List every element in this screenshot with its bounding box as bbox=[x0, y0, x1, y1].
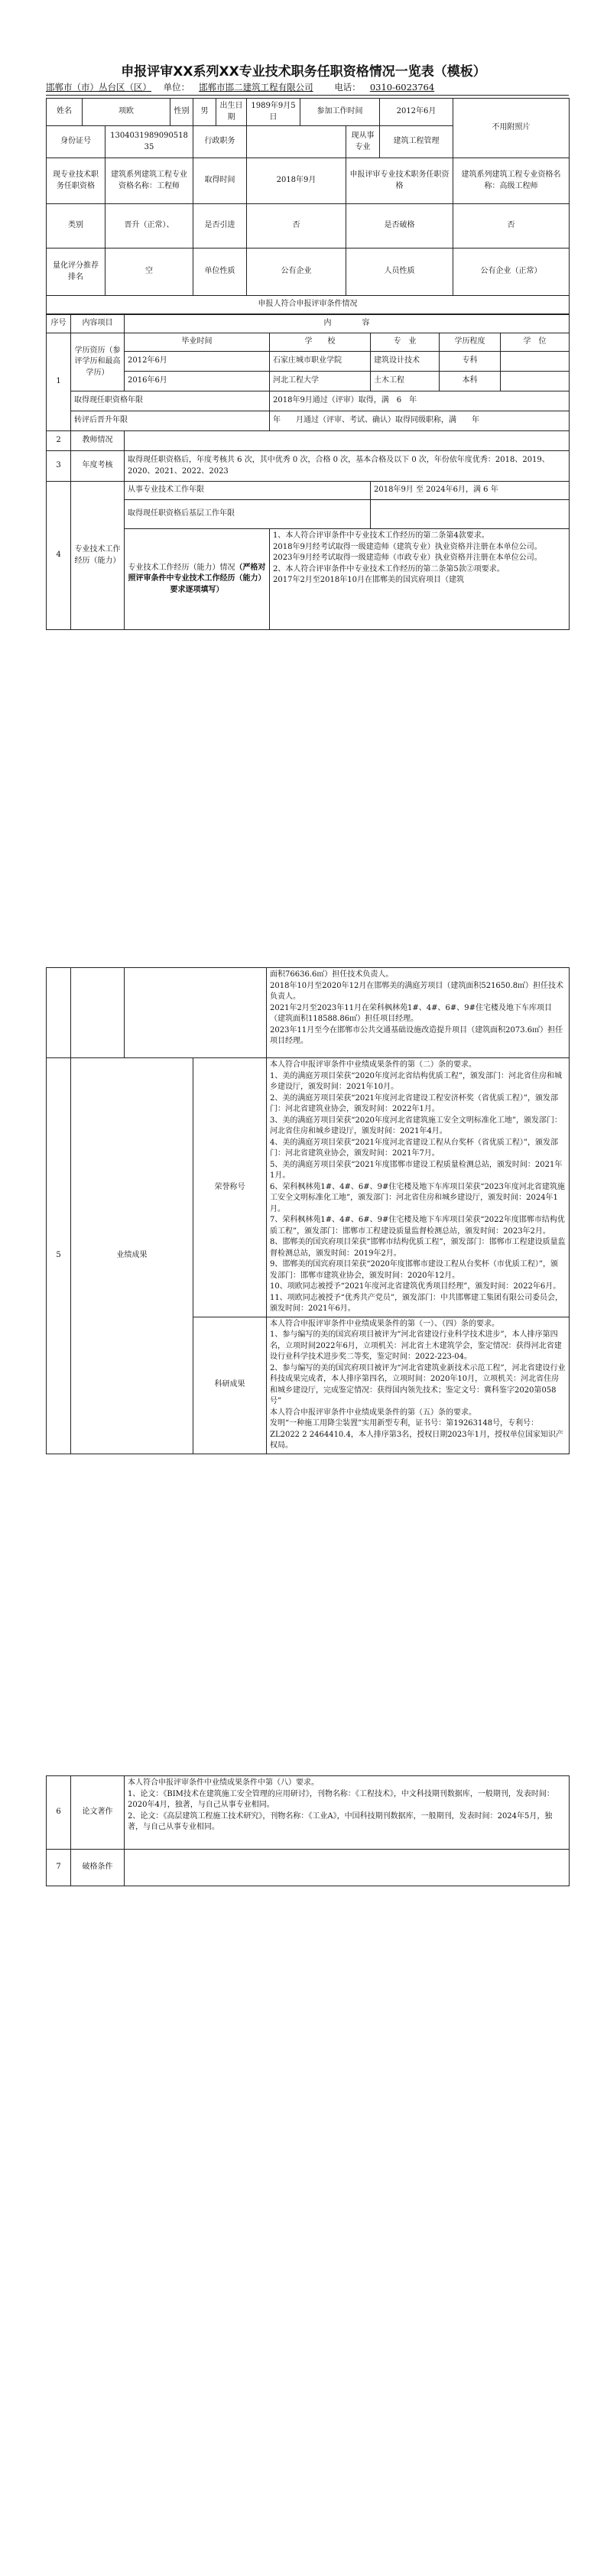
edu-row-1-school: 石家庄城市职业学院 bbox=[270, 352, 371, 372]
conditions-table-end bbox=[46, 1775, 570, 1886]
exp-seq: 4 bbox=[47, 482, 71, 630]
gender-value: 男 bbox=[193, 99, 216, 126]
score-value: 空 bbox=[105, 249, 193, 296]
breakthrough-value bbox=[125, 1850, 570, 1886]
unit-nature-label: 单位性质 bbox=[193, 249, 247, 296]
obtain-time-label: 取得时间 bbox=[193, 158, 247, 204]
research-detail bbox=[267, 1317, 570, 1454]
honors-line: 2、美的满庭芳项目荣获“2021年度河北省建设工程安济杯奖（省优质工程）”，颁发部门：河北省建筑业协会，颁发时间：2022年1月。 bbox=[270, 1093, 559, 1113]
edu-row-2-time: 2016年6月 bbox=[125, 372, 270, 391]
unit-value: 邯郸市邯二建筑工程有限公司 bbox=[199, 82, 313, 93]
exp-cont-seq bbox=[47, 968, 71, 1058]
papers-line: 本人符合申报评审条件中业绩成果条件中第（八）要求。 bbox=[128, 1779, 319, 1787]
phone-value: 0310-6023764 bbox=[369, 82, 435, 93]
since-value: 2018年9月通过（评审）取得，满 6 年 bbox=[270, 391, 570, 411]
transfer-label: 转评后晋升年限 bbox=[71, 411, 270, 431]
exp-ability-note: （严格对照评审条件中专业技术工作经历（能力）要求逐项填写） bbox=[128, 563, 266, 594]
exp-label: 专业技术工作经历（能力） bbox=[71, 482, 125, 630]
exp-para1-line: 1、本人符合评审条件中专业技术工作经历的第二条第4款要求。 bbox=[273, 531, 489, 540]
honors-line: 7、荣科枫林苑1#、4#、6#、9#住宅楼及地下车库项目荣获“2022年度邯郸市结构优质工程”，颁发部门：邯郸市工程建设质量监督检测总站，颁发时间：2023年2月。 bbox=[270, 1216, 565, 1236]
edu-head-school: 学 校 bbox=[270, 333, 371, 352]
work-start-value: 2012年6月 bbox=[380, 99, 453, 126]
edu-head-degree: 学 位 bbox=[501, 333, 570, 352]
col-content-header: 内容项目 bbox=[71, 315, 125, 333]
edu-row-1-level: 专科 bbox=[440, 352, 501, 372]
green-label: 是否引进 bbox=[193, 204, 247, 249]
exp-para1-line: 2018年9月经考试取得一级建造师（建筑专业）执业资格并注册在本单位公司。 bbox=[273, 542, 542, 551]
photo-cell: 不用附照片 bbox=[453, 99, 570, 158]
edu-row-2-major: 土木工程 bbox=[371, 372, 440, 391]
phone-label bbox=[334, 82, 443, 93]
category-value: 晋升（正常）、 bbox=[105, 204, 193, 249]
form-table-page-3 bbox=[46, 1775, 569, 1886]
exp-years-label: 从事专业技术工作年限 bbox=[125, 482, 371, 500]
research-line: 2、参与编写的美的国宾府项目被评为“河北省建筑业新技术示范工程”，河北省建设行业科技成果完成者，本人排序第四名，立项时间：2020年10月，立项机关：河北省住房和城乡建设厅，完成鉴定情况：获得国内领先技术；鉴定文号：冀科鉴字2020第058号” bbox=[270, 1363, 566, 1405]
current-title-label: 现专业技术职务任职资格 bbox=[47, 158, 105, 204]
unit-nature-value: 公有企业 bbox=[247, 249, 346, 296]
edu-head-time: 毕业时间 bbox=[125, 333, 270, 352]
header-line bbox=[46, 81, 569, 96]
exp-para1-line: 2017年2月至2018年10月在邯郸美的国宾府项目（建筑 bbox=[273, 576, 464, 584]
work-start-label: 参加工作时间 bbox=[300, 99, 380, 126]
exp-grassroots-value bbox=[371, 500, 570, 529]
papers-label: 论文著作 bbox=[71, 1776, 125, 1850]
person-nature-value: 公有企业（正常） bbox=[453, 249, 570, 296]
category-label: 类别 bbox=[47, 204, 105, 249]
research-line: 1、参与编写的美的国宾府项目被评为“河北省建设行业科学技术进步”，本人排序第四名，立项时间2022年6月，立项机关：河北省土木建筑学会，鉴定情况：获得河北省建设行业科学技术进步奖二等奖，鉴定时间：2022-223-04。 bbox=[270, 1330, 562, 1361]
breakthrough-seq: 7 bbox=[47, 1850, 71, 1886]
phone-label-text: 电话： bbox=[334, 82, 361, 93]
edu-seq: 1 bbox=[47, 333, 71, 431]
exceptional-label: 是否破格 bbox=[346, 204, 453, 249]
person-nature-label: 人员性质 bbox=[346, 249, 453, 296]
exp-ability-detail-2 bbox=[267, 968, 570, 1058]
edu-row-1-major: 建筑设计技术 bbox=[371, 352, 440, 372]
exp-para1-line: 2023年9月经考试取得一级建造师（市政专业）执业资格并注册在本单位公司。 bbox=[273, 554, 542, 562]
honors-line: 4、美的满庭芳项目荣获“2021年度河北省建设工程从台奖杯（省优质工程）”，颁发部门：河北省建筑业协会，颁发时间：2021年7月。 bbox=[270, 1138, 559, 1158]
basic-info-table bbox=[46, 98, 570, 314]
exp-ability-label: 专业技术工作经历（能力）情况 bbox=[128, 563, 235, 572]
exp-para2-line: 2021年2月至2023年11月在荣科枫林苑1#、4#、6#、9#住宅楼及地下车库项目（建筑面积118588.86㎡）担任项目经理。 bbox=[270, 1003, 552, 1023]
edu-row-2-school: 河北工程大学 bbox=[270, 372, 371, 391]
birth-value: 1989年9月5日 bbox=[247, 99, 300, 126]
admin-label: 行政职务 bbox=[193, 126, 247, 158]
exp-grassroots-label: 取得现任职资格后基层工作年限 bbox=[125, 500, 371, 529]
honors-detail bbox=[267, 1058, 570, 1317]
honors-line: 6、荣科枫林苑1#、4#、6#、9#住宅楼及地下车库项目荣获“2023年度河北省建筑施工安全文明标准化工地”，颁发部门：河北省住房和城乡建设厅，颁发时间：2024年1月。 bbox=[270, 1182, 565, 1213]
perf-seq: 5 bbox=[47, 1058, 71, 1454]
edu-row-1-time: 2012年6月 bbox=[125, 352, 270, 372]
ethics-seq: 2 bbox=[47, 431, 71, 451]
edu-head-major: 专 业 bbox=[371, 333, 440, 352]
exp-para2-line: 面积76636.6㎡）担任技术负责人。 bbox=[270, 970, 394, 979]
form-table-page-2 bbox=[46, 967, 569, 1454]
edu-head-level: 学历程度 bbox=[440, 333, 501, 352]
ethics-label: 教师情况 bbox=[71, 431, 125, 451]
exp-para1-line: 2、本人符合评审条件中专业技术工作经历的第二条第5款②项要求。 bbox=[273, 564, 505, 573]
honors-label: 荣誉称号 bbox=[193, 1058, 267, 1317]
unit-label-text: 单位： bbox=[163, 82, 190, 93]
green-value: 否 bbox=[247, 204, 346, 249]
id-value: 130403198909051835 bbox=[105, 126, 193, 158]
ethics-value bbox=[125, 431, 570, 451]
edu-label: 学历资历（参评学历和最高学历） bbox=[71, 333, 125, 391]
edu-row-2-degree bbox=[501, 372, 570, 391]
col-seq-header: 序号 bbox=[47, 315, 71, 333]
exp-ability-detail-1 bbox=[270, 529, 570, 630]
papers-seq: 6 bbox=[47, 1776, 71, 1850]
exp-years-value: 2018年9月 至 2024年6月，满 6 年 bbox=[371, 482, 570, 500]
honors-line: 1、美的满庭芳项目荣获“2020年度河北省结构优质工程”，颁发部门：河北省住房和城乡建设厅，颁发时间：2021年10月。 bbox=[270, 1071, 563, 1091]
assess-label: 年度考核 bbox=[71, 451, 125, 482]
honors-line: 5、美的满庭芳项目荣获“2021年度邯郸市建设工程质量检测总站，颁发时间：2021年1月。 bbox=[270, 1160, 563, 1180]
papers-line: 1、论文：《BIM技术在建筑施工安全管理的应用研讨》，刊物名称：《工程技术》，中文科技期刊数据库，一般期刊，发表时间：2020年4月，独著，与自己从事专业相同。 bbox=[128, 1789, 554, 1809]
edu-row-2-level: 本科 bbox=[440, 372, 501, 391]
profession-label: 现从事专业 bbox=[346, 126, 380, 158]
exp-para2-line: 2018年10月至2020年12月在邯郸美的满庭芳项目（建筑面积521650.8㎡）担任技术负责人。 bbox=[270, 981, 564, 1001]
name-value: 项欧 bbox=[83, 99, 170, 126]
honors-line: 8、邯郸美的国宾府项目荣获“邯郸市结构优质工程”，颁发部门：邯郸市工程建设质量监督检测总站，颁发时间：2019年2月。 bbox=[270, 1238, 566, 1258]
papers-line: 2、论文：《高层建筑工程施工技术研究》，刊物名称：《工业A》，中国科技期刊数据库，一般期刊，发表时间：2024年5月，独著，与自己从事专业相同。 bbox=[128, 1811, 553, 1831]
research-line: 发明“一种施工用降尘装置”实用新型专利，证书号：第19263148号，专利号：ZL2022 2 2464410.4，本人排序第3名，授权日期2023年1月，授权单位国家知识产权局。 bbox=[270, 1419, 564, 1450]
research-label: 科研成果 bbox=[193, 1317, 267, 1454]
apply-title-value: 建筑系列建筑工程专业资格名称：高级工程师 bbox=[453, 158, 570, 204]
apply-title-label: 申报评审专业技术职务任职资格 bbox=[346, 158, 453, 204]
profession-value: 建筑工程管理 bbox=[380, 126, 453, 158]
birth-label: 出生日期 bbox=[216, 99, 247, 126]
col-detail-header: 内 容 bbox=[125, 315, 570, 333]
section-title: 申报人符合申报评审条件情况 bbox=[47, 296, 570, 314]
form-table-page-1 bbox=[46, 98, 569, 630]
honors-line: 本人符合申报评审条件中业绩成果条件的第（二）条的要求。 bbox=[270, 1061, 476, 1069]
assess-value: 取得现任职资格后，年度考核共 6 次，其中优秀 0 次，合格 0 次，基本合格及以下 0 次，年份依年度优秀：2018、2019、2020、2021、2022、2023 bbox=[125, 451, 570, 482]
current-title-value: 建筑系列建筑工程专业资格名称：工程师 bbox=[105, 158, 193, 204]
exp-ability-label-cell bbox=[125, 529, 270, 630]
obtain-time-value: 2018年9月 bbox=[247, 158, 346, 204]
admin-value bbox=[247, 126, 346, 158]
honors-line: 9、邯郸美的国宾府项目荣获“2020年度邯郸市建设工程从台奖杯（市优质工程）”，颁发部门：邯郸市建筑业协会，颁发时间：2020年12月。 bbox=[270, 1260, 559, 1280]
exceptional-value: 否 bbox=[453, 204, 570, 249]
edu-row-1-degree bbox=[501, 352, 570, 372]
conditions-table-continued bbox=[46, 967, 570, 1454]
name-label: 姓名 bbox=[47, 99, 83, 126]
conditions-table bbox=[46, 314, 570, 630]
research-line: 本人符合申报评审条件中业绩成果条件的第（一）、（四）条的要求。 bbox=[270, 1319, 499, 1328]
city-district: 邯郸市（市）丛台区（区） bbox=[46, 82, 151, 93]
exp-cont-left bbox=[125, 968, 267, 1058]
honors-line: 11、项欧同志被授予“优秀共产党员”，颁发部门：中共邯郸建工集团有限公司委员会，颁发时间：2021年6月。 bbox=[270, 1293, 563, 1313]
breakthrough-label: 破格条件 bbox=[71, 1850, 125, 1886]
honors-line: 10、项欧同志被授予“2021年度河北省建筑优秀项目经理”，颁发时间：2022年6月。 bbox=[270, 1282, 561, 1291]
unit-label bbox=[164, 82, 323, 93]
transfer-value: 年 月通过（评审、考试、确认）取得同级职称，满 年 bbox=[270, 411, 570, 431]
id-label: 身份证号 bbox=[47, 126, 105, 158]
exp-cont-label bbox=[71, 968, 125, 1058]
papers-detail bbox=[125, 1776, 570, 1850]
exp-para2-line: 2023年11月至今在邯郸市公共交通基础设施改造提升项目（建筑面积2073.6㎡）担任项目经理。 bbox=[270, 1025, 563, 1045]
research-line: 本人符合申报评审条件中业绩成果条件的第（五）条的要求。 bbox=[270, 1408, 476, 1417]
page-title: 申报评审XX系列XX专业技术职务任职资格情况一览表（模板） bbox=[121, 64, 486, 80]
gender-label: 性别 bbox=[170, 99, 193, 126]
perf-label: 业绩成果 bbox=[71, 1058, 193, 1454]
honors-line: 3、美的满庭芳项目荣获“2020年度河北省建筑施工安全文明标准化工地”，颁发部门：河北省住房和城乡建设厅，颁发时间：2021年4月。 bbox=[270, 1116, 563, 1135]
score-label: 量化评分推荐排名 bbox=[47, 249, 105, 296]
since-label: 取得现任职资格年限 bbox=[71, 391, 270, 411]
assess-seq: 3 bbox=[47, 451, 71, 482]
